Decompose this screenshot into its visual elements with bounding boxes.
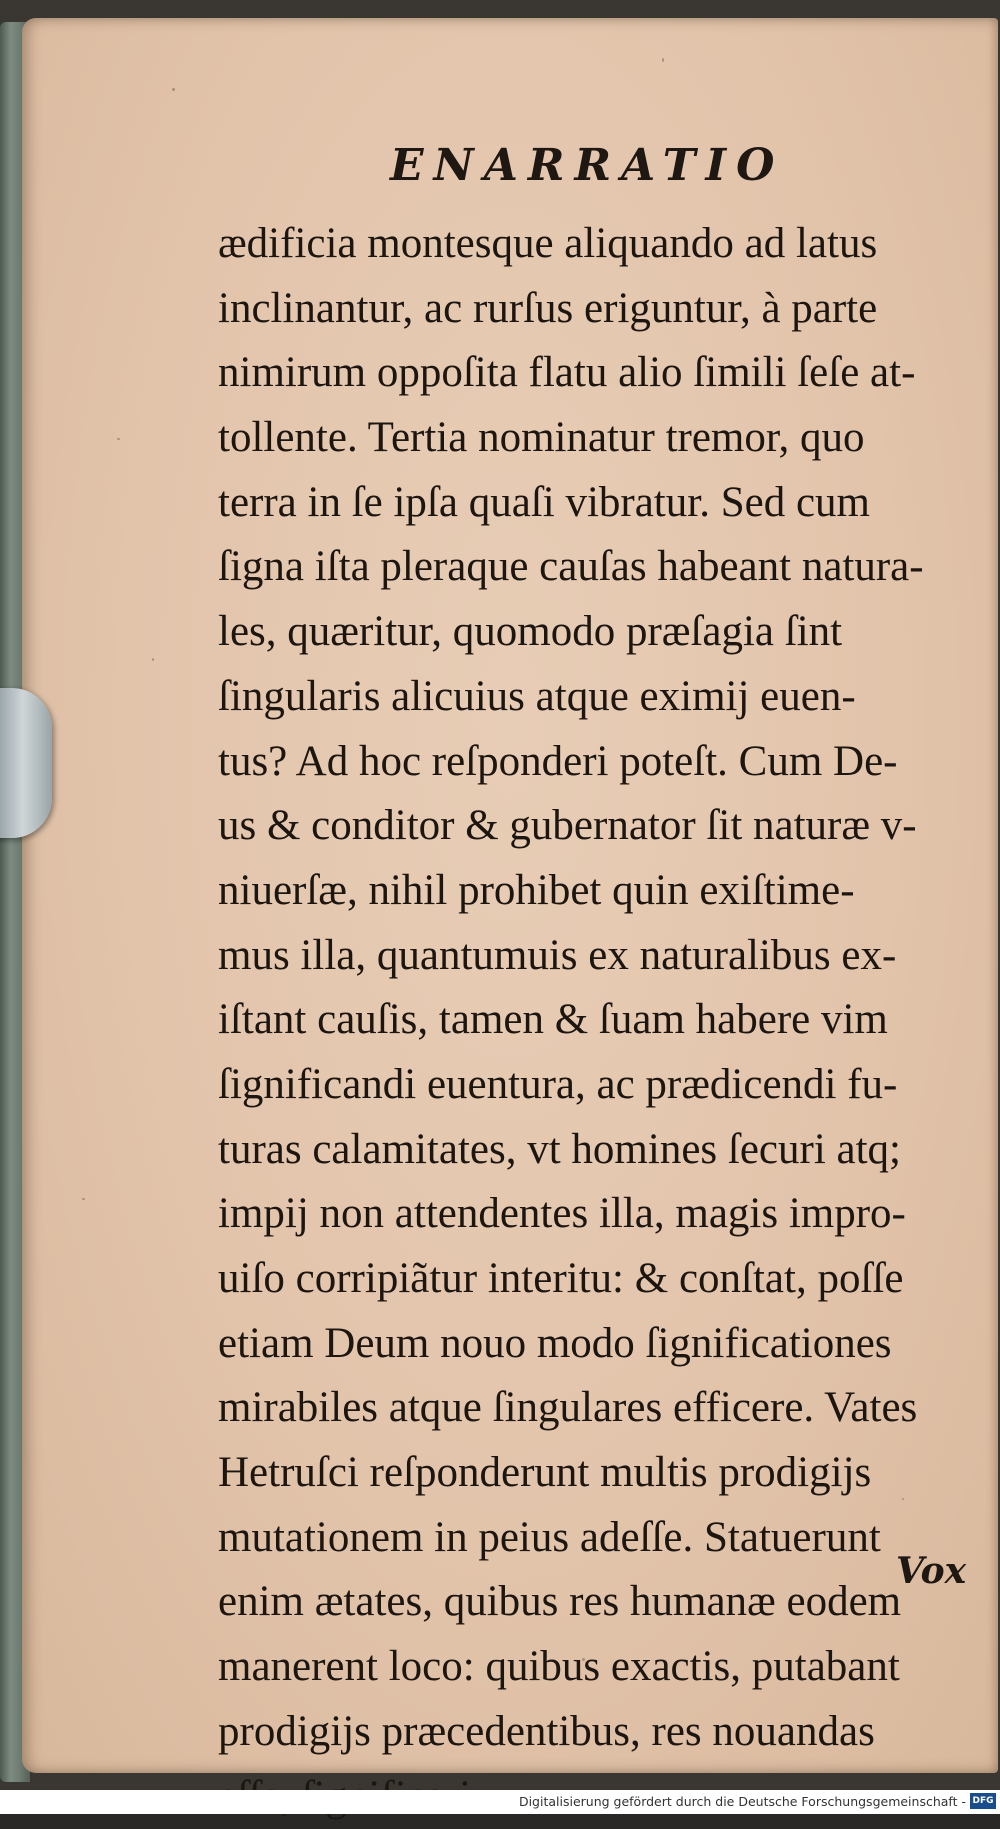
text-line: terra in ſe ipſa quaſi vibratur. Sed cum: [218, 471, 978, 536]
text-line: niuerſæ, nihil prohibet quin exiſtime-: [218, 859, 978, 924]
paper-speck: [82, 1198, 85, 1200]
text-line: Hetruſci reſponderunt multis prodigijs: [218, 1441, 978, 1506]
dfg-logo-icon: DFG: [970, 1793, 996, 1809]
text-line: us & conditor & gubernator ſit naturæ v-: [218, 794, 978, 859]
text-line: prodigijs præcedentibus, res nouandas: [218, 1700, 978, 1765]
text-line: nimirum oppoſita flatu alio ſimili ſeſe at-: [218, 341, 978, 406]
paper-speck: [172, 88, 175, 91]
text-line: ſignificandi euentura, ac prædicendi fu-: [218, 1053, 978, 1118]
text-line: turas calamitates, vt homines ſecuri atq;: [218, 1118, 978, 1183]
running-head: ENARRATIO: [390, 140, 784, 191]
text-line: manerent loco: quibus exactis, putabant: [218, 1635, 978, 1700]
paper-speck: [662, 58, 664, 62]
text-line: ædificia montesque aliquando ad latus: [218, 212, 978, 277]
text-line: iſtant cauſis, tamen & ſuam habere vim: [218, 988, 978, 1053]
text-line: enim ætates, quibus res humanæ eodem: [218, 1570, 978, 1635]
page-clip: [0, 688, 52, 838]
text-line: mutationem in peius adeſſe. Statuerunt: [218, 1506, 978, 1571]
text-line: ſingularis alicuius atque eximij euen-: [218, 665, 978, 730]
text-line: impij non attendentes illa, magis impro-: [218, 1182, 978, 1247]
text-line: tus? Ad hoc reſponderi poteſt. Cum De-: [218, 730, 978, 795]
paper-speck: [117, 438, 120, 440]
text-line: etiam Deum nouo modo ſignificationes: [218, 1312, 978, 1377]
text-line: mirabiles atque ſingulares efficere. Vates: [218, 1376, 978, 1441]
catchword: Vox: [896, 1550, 966, 1592]
text-line: inclinantur, ac rurſus eriguntur, à parte: [218, 277, 978, 342]
text-line: tollente. Tertia nominatur tremor, quo: [218, 406, 978, 471]
text-line: ſigna iſta pleraque cauſas habeant natura-: [218, 535, 978, 600]
funding-credit: Digitalisierung gefördert durch die Deutsche Forschungsgemeinschaft -: [519, 1794, 966, 1809]
paper-speck: [152, 658, 154, 661]
text-line: mus illa, quantumuis ex naturalibus ex-: [218, 924, 978, 989]
text-line: les, quæritur, quomodo præſagia ſint: [218, 600, 978, 665]
digitization-footer: [0, 1790, 1000, 1814]
text-line: uiſo corripiãtur interitu: & conſtat, poſſe: [218, 1247, 978, 1312]
body-text: [218, 212, 978, 1829]
